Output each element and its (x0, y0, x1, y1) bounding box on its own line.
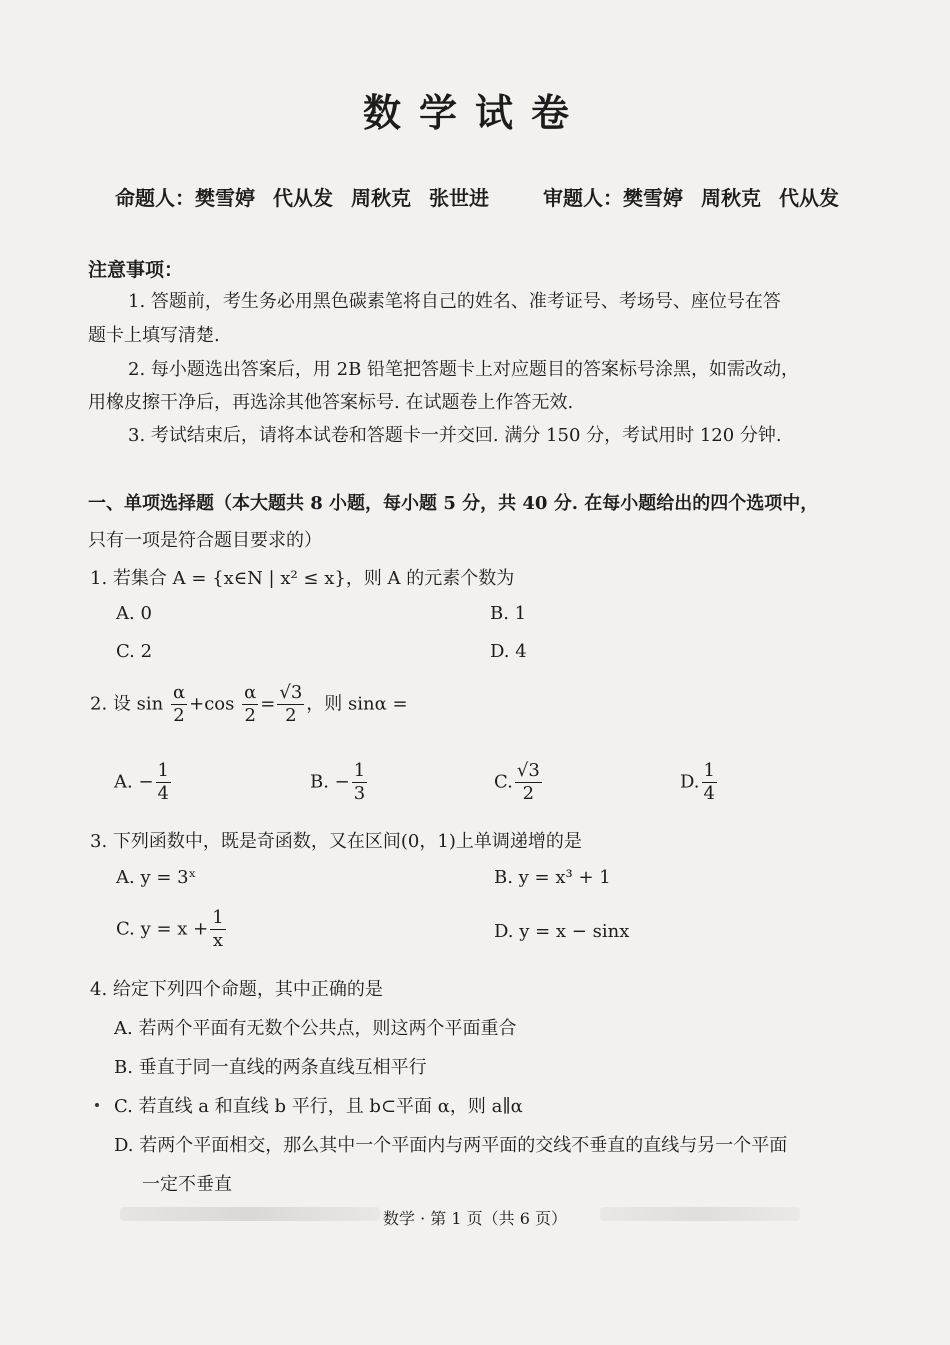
frac-den: 2 (244, 705, 256, 726)
q3-option-c (116, 907, 228, 952)
option-label: D. (680, 771, 700, 793)
q2-prefix: 2. 设 sin (90, 693, 164, 715)
option-fraction (352, 760, 367, 805)
option-fraction (156, 760, 171, 805)
q3-option-d: D. y = x − sinx (494, 921, 630, 942)
author-name: 代从发 (273, 186, 333, 210)
reviewers-label: 审题人：樊雪婷 (543, 186, 683, 210)
option-label: B. − (310, 771, 350, 793)
q2-eq: = (260, 693, 276, 715)
q4-option-b: B. 垂直于同一直线的两条直线互相平行 (114, 1057, 427, 1078)
notice-item-3: 3. 考试结束后，请将本试卷和答题卡一并交回. 满分 150 分，考试用时 120 分钟. (128, 425, 782, 446)
frac-den: 4 (703, 783, 715, 804)
notice-item-1: 1. 答题前，考生务必用黑色碳素笔将自己的姓名、准考证号、考场号、座位号在答 (128, 291, 781, 312)
reviewer-name: 代从发 (779, 186, 839, 210)
q1-option-b: B. 1 (490, 603, 527, 624)
frac-den: x (212, 930, 224, 951)
option-label: A. − (114, 771, 154, 793)
frac-num: α (172, 682, 186, 703)
q2-fraction-2 (242, 682, 258, 727)
option-label: C. (494, 771, 513, 793)
option-fraction (515, 760, 542, 805)
notice-heading: 注意事项： (88, 259, 184, 281)
frac-num: 1 (212, 907, 224, 928)
question-2-stem (90, 682, 408, 727)
notice-item-2: 2. 每小题选出答案后，用 2B 铅笔把答题卡上对应题目的答案标号涂黑，如需改动， (128, 359, 800, 380)
section-heading-cont: 只有一项是符合题目要求的） (88, 530, 322, 551)
q2-option-a (114, 760, 173, 805)
authors-label: 命题人：樊雪婷 (115, 186, 255, 210)
q3-option-b: B. y = x³ + 1 (494, 867, 611, 888)
author-name: 周秋克 (351, 186, 411, 210)
q4-option-d: D. 若两个平面相交，那么其中一个平面内与两平面的交线不垂直的直线与另一个平面 (114, 1135, 788, 1156)
frac-den: 2 (522, 783, 535, 804)
q1-option-c: C. 2 (116, 641, 153, 662)
question-1-stem: 1. 若集合 A = {x∈N | x² ≤ x}，则 A 的元素个数为 (90, 568, 515, 589)
option-fraction (210, 907, 225, 952)
frac-den: 2 (285, 705, 297, 726)
frac-den: 2 (173, 705, 185, 726)
frac-num: 1 (703, 760, 715, 781)
q4-option-c: C. 若直线 a 和直线 b 平行，且 b⊂平面 α，则 a∥α (114, 1096, 523, 1117)
q2-fraction-3 (277, 682, 304, 727)
notice-item-1-cont: 题卡上填写清楚. (88, 325, 220, 346)
q4-option-a: A. 若两个平面有无数个公共点，则这两个平面重合 (114, 1018, 517, 1039)
author-name: 张世进 (429, 186, 489, 210)
question-4-stem: 4. 给定下列四个命题，其中正确的是 (90, 979, 383, 1000)
page-title: 数学试卷 (362, 90, 587, 135)
stray-mark (95, 1103, 99, 1107)
section-heading: 一、单项选择题（本大题共 8 小题，每小题 5 分，共 40 分. 在每小题给出的四个选项中， (88, 493, 819, 514)
q2-fraction-1 (171, 682, 187, 727)
q1-option-a: A. 0 (116, 603, 152, 624)
q2-option-d (680, 760, 719, 805)
author-line (115, 182, 857, 211)
frac-num: 1 (157, 760, 169, 781)
frac-num: α (244, 682, 257, 703)
q2-option-b (310, 760, 369, 805)
frac-den: 4 (157, 783, 169, 804)
q2-suffix: ，则 sinα = (306, 693, 408, 715)
page-footer: 数学 · 第 1 页（共 6 页） (383, 1209, 567, 1228)
frac-den: 3 (353, 783, 366, 804)
q4-option-d-cont: 一定不垂直 (142, 1174, 232, 1195)
q1-option-d: D. 4 (490, 641, 527, 662)
q2-plus: +cos (189, 693, 235, 715)
frac-num: √3 (279, 682, 303, 703)
option-fraction (702, 760, 717, 805)
q2-option-c (494, 760, 544, 805)
notice-item-2-cont: 用橡皮擦干净后，再选涂其他答案标号. 在试题卷上作答无效. (88, 392, 574, 413)
reviewer-name: 周秋克 (701, 186, 761, 210)
option-label: C. y = x + (116, 918, 209, 940)
frac-num: 1 (353, 760, 366, 781)
q3-option-a: A. y = 3ˣ (116, 867, 197, 888)
frac-num: √3 (516, 760, 540, 781)
question-3-stem: 3. 下列函数中，既是奇函数，又在区间(0，1)上单调递增的是 (90, 831, 582, 852)
